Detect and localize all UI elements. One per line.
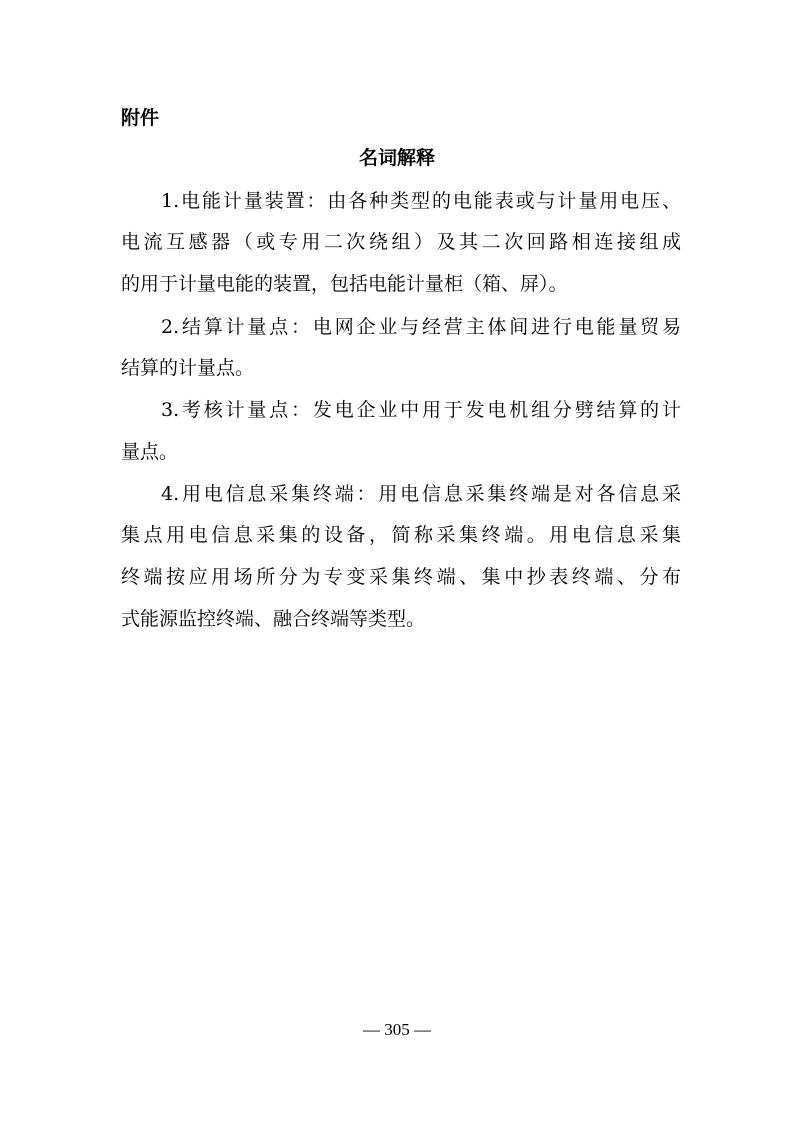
- definition-4-line-1: 4.用电信息采集终端：用电信息采集终端是对各信息采: [161, 483, 681, 505]
- definition-2-line-1: 2.结算计量点：电网企业与经营主体间进行电能量贸易: [161, 316, 681, 338]
- definition-1-line-1: 1.电能计量装置：由各种类型的电能表或与计量用电压、: [161, 190, 681, 212]
- definition-4-line-3: 终端按应用场所分为专变采集终端、集中抄表终端、分布: [121, 566, 681, 588]
- document-title: 名词解释: [358, 147, 435, 169]
- page-number: — 305 —: [363, 1020, 431, 1039]
- definition-3-line-2: 量点。: [121, 441, 179, 463]
- definition-4-line-4: 式能源监控终端、融合终端等类型。: [121, 608, 426, 630]
- definition-2-line-2: 结算的计量点。: [121, 357, 255, 379]
- attachment-label: 附件: [121, 107, 160, 129]
- definition-3-line-1: 3.考核计量点：发电企业中用于发电机组分劈结算的计: [161, 399, 681, 421]
- definition-1-line-3: 的用于计量电能的装置，包括电能计量柜（箱、屏）。: [121, 273, 568, 295]
- definition-1-line-2: 电流互感器（或专用二次绕组）及其二次回路相连接组成: [121, 231, 681, 253]
- definition-4-line-2: 集点用电信息采集的设备，简称采集终端。用电信息采集: [121, 524, 681, 546]
